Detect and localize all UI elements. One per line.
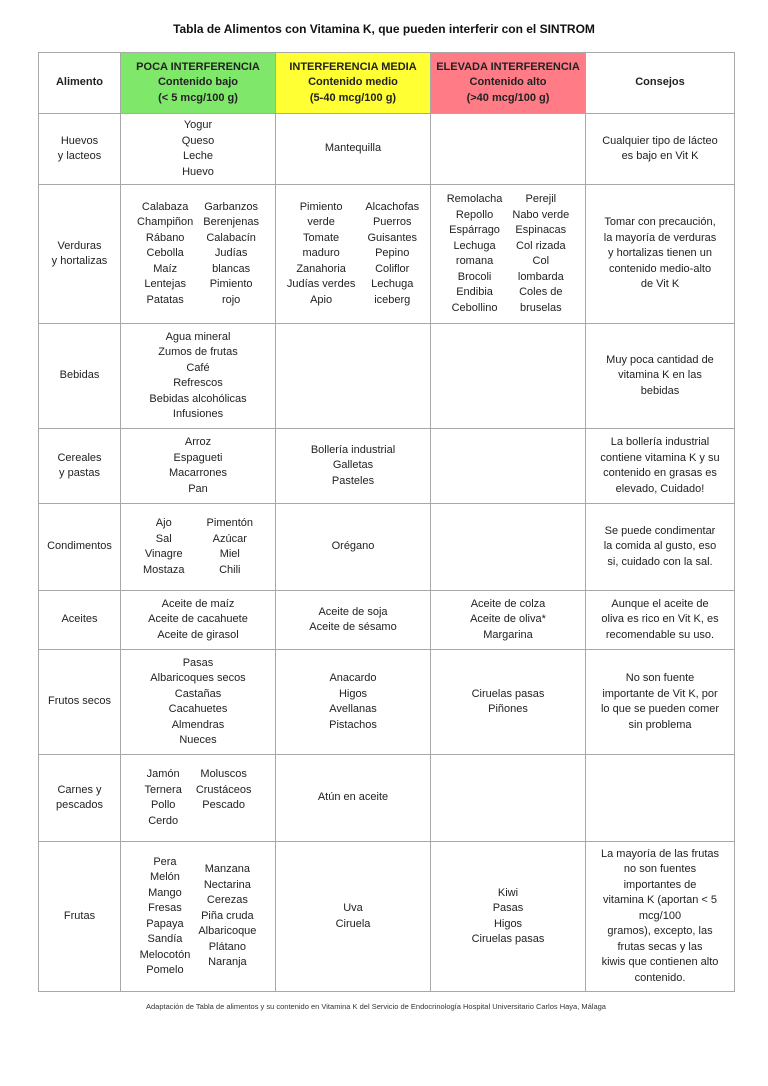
food-item: Nectarina — [203, 878, 251, 891]
food-item: Zumos de frutas — [158, 346, 238, 358]
consejo-line: Tomar con precaución, — [604, 216, 716, 229]
food-item: Plátano — [208, 940, 247, 953]
alimento-line: y hortalizas — [51, 255, 108, 267]
food-item: Moluscos — [200, 768, 247, 780]
elevada-cell — [431, 842, 586, 992]
food-item: Judías verdes — [286, 278, 356, 291]
food-item: Pera — [153, 855, 177, 868]
food-item: Calabaza — [141, 200, 189, 213]
poca-cell — [121, 650, 276, 755]
poca-cell — [121, 842, 276, 992]
food-item: Piñones — [488, 703, 528, 715]
food-item: Bollería industrial — [310, 443, 396, 456]
alimento-line: Aceites — [61, 613, 98, 626]
food-item: Pimiento — [209, 278, 253, 291]
table-row — [39, 755, 735, 842]
food-item: Pasteles — [331, 474, 375, 487]
alimento-line: Frutas — [63, 909, 96, 922]
consejo-line: contenido. — [634, 971, 686, 984]
alimento-cell — [39, 324, 121, 429]
poca-cell — [121, 185, 276, 324]
food-item: Queso — [181, 134, 215, 147]
table-row — [39, 842, 735, 992]
food-item: maduro — [302, 247, 340, 260]
header-elevada-range: (>40 mcg/100 g) — [466, 91, 550, 104]
header-media-content: Contenido medio — [308, 76, 398, 89]
food-item: Albaricoques secos — [150, 672, 246, 684]
header-media-label: INTERFERENCIA MEDIA — [289, 60, 417, 73]
consejo-line: Cualquier tipo de lácteo — [602, 134, 718, 147]
header-poca-label: POCA INTERFERENCIA — [136, 60, 260, 73]
alimento-line: Condimentos — [47, 540, 112, 553]
food-item: Lentejas — [144, 278, 186, 291]
food-item: Ajo — [155, 517, 172, 529]
table-row — [39, 429, 735, 504]
food-item: Melocotón — [139, 948, 191, 961]
food-item: Almendras — [171, 718, 225, 731]
consejo-line: sin problema — [628, 718, 692, 731]
food-item: Patatas — [146, 293, 184, 306]
consejos-cell — [586, 591, 735, 650]
food-item: Puerros — [372, 216, 412, 229]
food-item: Jamón — [146, 768, 180, 780]
media-cell — [276, 842, 431, 992]
consejo-line: gramos), excepto, las — [607, 925, 713, 938]
food-item: Cerezas — [206, 894, 248, 907]
elevada-cell — [431, 429, 586, 504]
table-row — [39, 324, 735, 429]
consejo-line: recomendable su uso. — [605, 628, 715, 641]
consejo-line: importantes de — [623, 878, 697, 891]
food-item: Maíz — [153, 262, 178, 275]
alimento-cell — [39, 591, 121, 650]
consejo-line: la mayoría de verduras — [603, 231, 717, 244]
alimento-line: Huevos — [60, 134, 99, 147]
food-item: Perejil — [525, 193, 557, 205]
food-item: Avellanas — [329, 703, 377, 715]
food-item: Huevo — [182, 165, 214, 178]
consejo-line: frutas secas y las — [617, 940, 703, 953]
food-item: Macarrones — [168, 467, 228, 479]
source-footnote: Adaptación de Tabla de alimentos y su contenido en Vitamina K del Servicio de Endocrinología Hospital Universitario Carlos Haya, Málaga — [146, 1002, 606, 1011]
food-item: Rábano — [145, 231, 185, 244]
food-item: Aceite de colza — [470, 597, 546, 610]
consejo-line: y hortalizas tienen un — [608, 247, 712, 260]
food-item: Albaricoque — [198, 925, 257, 938]
food-item: Remolacha — [446, 193, 503, 205]
elevada-cell — [431, 650, 586, 755]
consejo-line: La bollería industrial — [610, 436, 710, 448]
food-item: Nabo verde — [512, 208, 570, 221]
food-item: Higos — [338, 687, 368, 700]
consejo-line: si, cuidado con la sal. — [607, 555, 713, 568]
food-item: Espagueti — [173, 451, 223, 464]
consejo-line: oliva es rico en Vit K, es — [601, 613, 719, 626]
media-cell — [276, 504, 431, 591]
food-item: Col — [532, 255, 550, 267]
food-item: Fresas — [148, 902, 182, 914]
header-row — [39, 53, 735, 114]
consejo-line: vitamina K (aportan < 5 — [602, 894, 718, 907]
food-item: Mango — [148, 886, 182, 899]
food-item: Lechuga — [371, 278, 414, 291]
food-item: Castañas — [174, 687, 222, 700]
consejo-line: de Vit K — [640, 278, 680, 291]
food-item: Pepino — [375, 247, 410, 260]
food-item: Bebidas alcohólicas — [149, 392, 247, 405]
food-item: Coliflor — [375, 262, 410, 275]
alimento-line: Carnes y — [57, 783, 102, 796]
food-item: blancas — [212, 262, 251, 275]
food-item: Pimiento — [299, 200, 343, 213]
header-poca-interferencia — [121, 53, 276, 114]
alimento-cell — [39, 842, 121, 992]
food-item: Infusiones — [172, 408, 224, 420]
food-item: romana — [455, 255, 494, 267]
consejos-cell — [586, 324, 735, 429]
consejo-line: lo que se pueden comer — [600, 703, 720, 715]
header-media-range: (5-40 mcg/100 g) — [309, 91, 397, 104]
food-item: Cebollino — [451, 301, 498, 314]
food-item: Repollo — [455, 208, 494, 221]
consejo-line: contenido medio-alto — [608, 262, 712, 275]
consejo-line: es bajo en Vit K — [621, 150, 699, 162]
food-item: lombarda — [517, 270, 564, 283]
food-item: Pimentón — [206, 517, 254, 529]
food-item: bruselas — [520, 301, 562, 314]
consejo-line: la comida al gusto, eso — [603, 540, 717, 553]
media-cell — [276, 114, 431, 185]
food-item: Atún en aceite — [317, 791, 389, 804]
food-item: Espinacas — [515, 224, 567, 236]
food-item: Pollo — [150, 799, 176, 811]
poca-cell — [121, 429, 276, 504]
consejo-line: No son fuente — [625, 672, 695, 684]
food-item: Kiwi — [497, 886, 519, 899]
consejo-line: La mayoría de las frutas — [600, 847, 719, 860]
food-item: Agua mineral — [165, 330, 231, 343]
consejo-line: mcg/100 — [638, 909, 682, 922]
food-item: Mostaza — [142, 563, 185, 576]
food-item: Endibia — [456, 286, 493, 298]
header-elevada-label: ELEVADA INTERFERENCIA — [436, 60, 580, 73]
food-item: Melón — [149, 871, 180, 883]
consejos-cell — [586, 114, 735, 185]
alimento-line: y lacteos — [57, 150, 102, 162]
food-item: Berenjenas — [203, 216, 259, 229]
food-item: Pan — [188, 482, 208, 495]
poca-cell — [121, 591, 276, 650]
table-row — [39, 114, 735, 185]
food-item: Aceite de maíz — [161, 597, 235, 610]
food-item: Uva — [343, 902, 363, 914]
alimento-cell — [39, 429, 121, 504]
food-item: Papaya — [146, 917, 184, 930]
food-item: Aceite de soja — [318, 605, 388, 618]
food-item: Ciruelas pasas — [471, 687, 545, 700]
food-item: Pasas — [182, 656, 214, 669]
consejo-line: bebidas — [640, 384, 680, 397]
food-item: Ciruelas pasas — [471, 933, 545, 945]
elevada-cell — [431, 185, 586, 324]
food-item: Champiñon — [137, 216, 194, 229]
alimento-line: pescados — [55, 799, 104, 811]
table-row — [39, 650, 735, 755]
consejo-line: elevado, Cuidado! — [615, 482, 705, 495]
food-item: Sal — [155, 532, 172, 545]
alimento-cell — [39, 755, 121, 842]
media-cell — [276, 591, 431, 650]
food-item: Calabacín — [206, 231, 256, 244]
alimento-line: Verduras — [57, 239, 102, 252]
poca-cell — [121, 114, 276, 185]
food-item: Col rizada — [516, 239, 566, 252]
food-item: Apio — [310, 293, 333, 306]
consejos-cell — [586, 429, 735, 504]
food-item: Aceite de girasol — [157, 628, 239, 641]
alimento-line: Cereales — [57, 451, 102, 464]
elevada-cell — [431, 591, 586, 650]
food-item: Guisantes — [367, 231, 417, 244]
consejo-line: contenido en grasas es — [603, 467, 717, 479]
poca-cell — [121, 755, 276, 842]
media-cell — [276, 324, 431, 429]
header-elevada-interferencia — [431, 53, 586, 114]
food-item: Pistachos — [329, 718, 377, 731]
food-item: Vinagre — [144, 548, 183, 560]
alimento-cell — [39, 185, 121, 324]
food-item: Zanahoria — [296, 262, 346, 275]
food-item: verde — [307, 216, 335, 229]
table-row — [39, 504, 735, 591]
consejo-line: contiene vitamina K y su — [600, 451, 720, 464]
food-item: Ternera — [144, 783, 182, 796]
consejo-line: Muy poca cantidad de — [606, 353, 714, 366]
media-cell — [276, 650, 431, 755]
food-item: Tomate — [303, 231, 340, 244]
food-item: Espárrago — [449, 224, 500, 236]
consejo-line: no son fuentes — [623, 863, 697, 876]
food-item: Cerdo — [148, 814, 179, 827]
food-item: Anacardo — [329, 672, 377, 684]
poca-cell — [121, 324, 276, 429]
food-item: Arroz — [184, 436, 212, 448]
food-item: Ciruela — [335, 917, 371, 930]
food-item: rojo — [221, 293, 241, 306]
table-row — [39, 591, 735, 650]
consejo-line: vitamina K en las — [618, 369, 702, 382]
alimento-line: Bebidas — [59, 369, 100, 382]
food-item: Aceite de sésamo — [309, 621, 397, 633]
food-item: Garbanzos — [204, 200, 259, 213]
food-item: Alcachofas — [365, 200, 420, 213]
header-consejos: Consejos — [586, 53, 735, 114]
food-item: Manzana — [204, 863, 250, 876]
food-item: Brocoli — [457, 270, 492, 283]
alimento-line: Frutos secos — [48, 695, 111, 708]
alimento-line: y pastas — [59, 467, 100, 479]
table-row — [39, 185, 735, 324]
food-item: Pomelo — [146, 964, 184, 976]
food-item: Margarina — [483, 628, 533, 641]
consejos-cell — [586, 185, 735, 324]
consejos-cell — [586, 842, 735, 992]
media-cell — [276, 755, 431, 842]
food-item: Refrescos — [173, 377, 223, 389]
food-item: iceberg — [374, 293, 411, 306]
food-item: Piña cruda — [201, 909, 254, 922]
consejo-line: Se puede condimentar — [604, 524, 716, 537]
poca-cell — [121, 504, 276, 591]
food-item: Azúcar — [212, 532, 247, 545]
food-item: Yogur — [183, 119, 213, 131]
vitamin-k-table — [38, 52, 735, 992]
alimento-cell — [39, 504, 121, 591]
page-title: Tabla de Alimentos con Vitamina K, que pueden interferir con el SINTROM — [173, 22, 595, 36]
alimento-cell — [39, 650, 121, 755]
header-poca-range: (< 5 mcg/100 g) — [158, 91, 238, 104]
elevada-cell — [431, 504, 586, 591]
food-item: Orégano — [331, 540, 375, 553]
header-alimento: Alimento — [39, 53, 121, 114]
consejos-cell — [586, 650, 735, 755]
header-elevada-content: Contenido alto — [469, 76, 547, 89]
elevada-cell — [431, 324, 586, 429]
media-cell — [276, 429, 431, 504]
food-item: Sandía — [147, 933, 183, 945]
food-item: Lechuga — [453, 239, 496, 252]
media-cell — [276, 185, 431, 324]
food-item: Mantequilla — [324, 142, 382, 155]
food-item: Cacahuetes — [168, 703, 228, 715]
food-item: Pasas — [492, 902, 524, 914]
consejo-line: Aunque el aceite de — [611, 597, 709, 610]
food-item: Galletas — [332, 459, 374, 472]
consejos-cell — [586, 504, 735, 591]
food-item: Pescado — [202, 799, 246, 811]
header-poca-content: Contenido bajo — [157, 76, 239, 89]
food-item: Chili — [219, 563, 241, 576]
elevada-cell — [431, 755, 586, 842]
food-item: Café — [186, 361, 210, 374]
food-item: Aceite de oliva* — [470, 613, 546, 626]
consejo-line: kiwis que contienen alto — [601, 956, 719, 969]
food-item: Miel — [219, 548, 240, 560]
alimento-cell — [39, 114, 121, 185]
food-item: Judías — [214, 247, 248, 260]
header-interferencia-media — [276, 53, 431, 114]
elevada-cell — [431, 114, 586, 185]
consejo-line: importante de Vit K, por — [602, 687, 718, 700]
food-item: Leche — [183, 150, 213, 162]
food-item: Naranja — [208, 956, 247, 969]
food-item: Coles de — [519, 286, 563, 298]
food-item: Cebolla — [146, 247, 184, 260]
consejos-cell — [586, 755, 735, 842]
food-item: Crustáceos — [195, 783, 252, 796]
food-item: Nueces — [179, 734, 217, 746]
food-item: Higos — [493, 917, 523, 930]
food-item: Aceite de cacahuete — [148, 613, 248, 626]
